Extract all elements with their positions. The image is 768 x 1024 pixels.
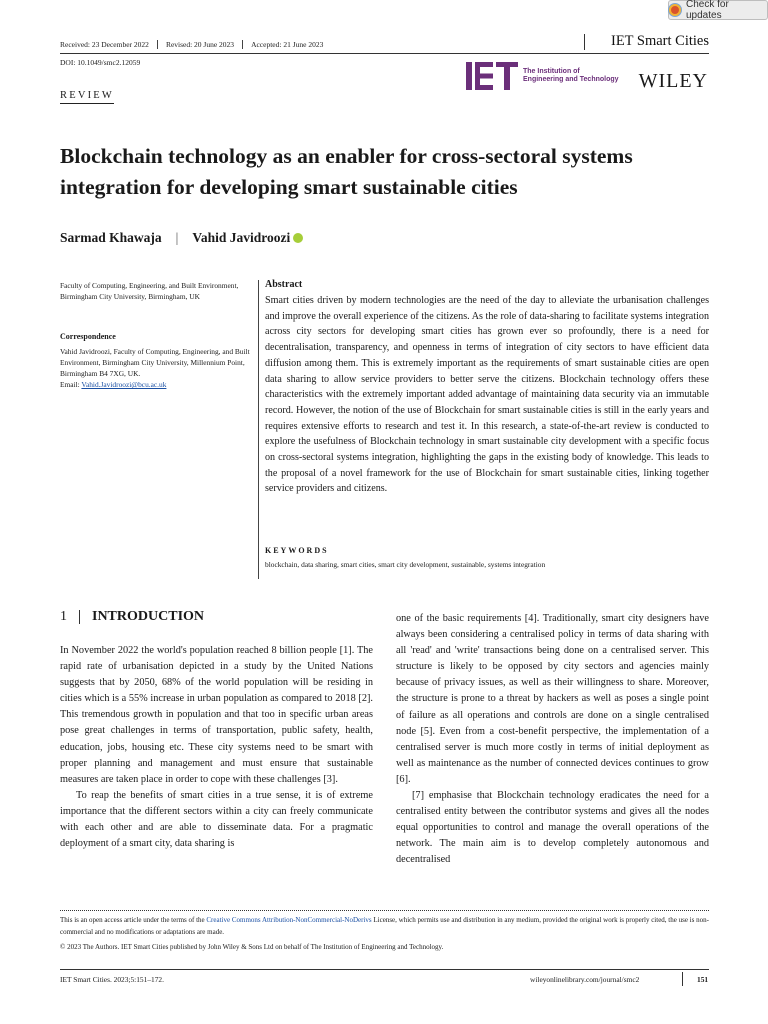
correspondence xyxy=(60,346,250,390)
citation: IET Smart Cities. 2023;5:151–172. xyxy=(60,975,164,984)
journal-website-link[interactable]: wileyonlinelibrary.com/journal/smc2 xyxy=(530,975,640,984)
keywords-heading: KEYWORDS xyxy=(265,546,329,555)
author-name[interactable]: Sarmad Khawaja xyxy=(60,230,162,245)
email-link[interactable]: Vahid.Javidroozi@bcu.ac.uk xyxy=(81,380,167,389)
paragraph: one of the basic requirements [4]. Traditionally, smart city designers have always been considering a centralised policy in terms of data sharing with all 'read' and 'write' transactions being done on a centralised server. This structure is likely to be opposed by city sectors and agencies mainly because of privacy issues, as well as their willingness to share. Moreover, the structure is prone to a threat by hackers as well as poses a single point of failure as all operations and controls are done on a single centralised node [5]. Even from a cost-benefit perspective, the implementation of a centralised server is much more costly in terms of initial deployment as well as maintenance as the number of connected devices continues to grow [6]. xyxy=(396,613,709,785)
abstract-heading: Abstract xyxy=(265,279,303,290)
orcid-icon[interactable] xyxy=(293,233,303,243)
page-number: 151 xyxy=(697,975,709,984)
check-for-updates-label: Check for updates xyxy=(685,0,729,21)
author-list xyxy=(60,230,303,246)
section-divider xyxy=(79,610,80,624)
abstract-text: Smart cities driven by modern technologies are the need of the day to alleviate the urbanisation challenges and improve the overall experience of the citizens. As the role of data-sharing to facilitate systems integration across city sectors for developing smart cities has grown ever so profoundly, there is a need for decentralisation, transparency, and openness in terms of integration of city sectors to have efficient data diffusion among them. This is extremely important as the requirements of smart sustainable cities are open data sharing to allow service providers to better serve the citizens. Blockchain technology offers these characteristics with the extremely important added advantage of maintaining data security via an immutable record. However, the notion of the use of Blockchain for smart sustainable cities is still in the early years and requires extensive efforts to research and test it. In this research, a state-of-the-art review is conducted to explore the usefulness of Blockchain technology in smart sustainable city development with a specific focus on cross-sectoral systems integration, highlighting the gaps in the existing body of knowledge. This leads to the proposal of a novel framework for the use of Blockchain for smart sustainable cities, linking together service providers and citizens. xyxy=(265,295,709,495)
journal-name: IET Smart Cities xyxy=(610,33,709,49)
author-name[interactable]: Vahid Javidroozi xyxy=(192,230,291,245)
iet-logo xyxy=(466,61,619,91)
update-badge-icon xyxy=(669,4,681,16)
footer-rule xyxy=(60,969,709,970)
header-rule xyxy=(60,53,709,54)
keywords: blockchain, data sharing, smart cities, smart city development, sustainable, systems integration xyxy=(265,560,546,569)
journal-divider xyxy=(584,34,585,50)
author-separator: | xyxy=(175,230,179,245)
check-for-updates-button[interactable] xyxy=(668,0,768,20)
section-title: INTRODUCTION xyxy=(92,609,205,624)
copyright: © 2023 The Authors. IET Smart Cities published by John Wiley & Sons Ltd on behalf of The Institution of Engineering and Technology. xyxy=(60,943,444,951)
footnote-rule xyxy=(60,910,709,911)
revised-date: Revised: 20 June 2023 xyxy=(157,40,242,49)
correspondence-heading: Correspondence xyxy=(60,332,116,341)
license-note: This is an open access article under the terms of the Creative Commons Attribution-NonCommercial-NoDerivs License, which permits use and distribution in any medium, provided the original work is properly cited, the use is non-commercial and no modifications or adaptations are made. xyxy=(60,916,709,936)
publisher-logo: WILEY xyxy=(638,70,708,92)
correspondence-address: Vahid Javidroozi, Faculty of Computing, Engineering, and Built Environment, Birmingham City University, Millennium Point, Birmingham B4 7XG, UK. xyxy=(60,347,250,378)
section-heading-introduction xyxy=(60,609,204,625)
section-number: 1 xyxy=(60,609,67,624)
affiliation: Faculty of Computing, Engineering, and Built Environment, Birmingham City University, Birmingham, UK xyxy=(60,281,239,301)
iet-mark-icon xyxy=(466,62,518,90)
section-tag: REVIEW xyxy=(60,90,114,104)
page-divider xyxy=(682,972,683,986)
license-link[interactable]: Creative Commons Attribution-NonCommercial-NoDerivs xyxy=(206,916,372,924)
paragraph: [7] emphasise that Blockchain technology eradicates the need for a centralised entity between the contributor systems and gives all the nodes equal opportunities to control and manage the overall operations of the network. The main aim is to develop completely autonomous and decentralised xyxy=(396,790,709,866)
accepted-date: Accepted: 21 June 2023 xyxy=(242,40,331,49)
paragraph: In November 2022 the world's population reached 8 billion people [1]. The rapid rate of urbanisation depicted in a study by the United Nations suggests that by 2050, 68% of the world population will be residing in cities which is a 55% increase in urban population as compared to 2018 [2]. This tremendous growth in population and that too in specific urban areas pose great challenges in terms of transportation, public safety, health, education, jobs, housing etc. These city systems need to be smart with proper planning and management and must ensure that sustainable measures are taken place in order to cope with these challenges [3]. xyxy=(60,645,373,785)
body-column-left xyxy=(60,643,373,852)
correspondence-email: Email: Vahid.Javidroozi@bcu.ac.uk xyxy=(60,380,167,389)
iet-name: The Institution of Engineering and Technology xyxy=(523,67,619,83)
body-column-right xyxy=(396,611,709,869)
paragraph: To reap the benefits of smart cities in a true sense, it is of extreme importance that the different sectors within a city can freely communicate with each other and are able to disseminate data. For a pragmatic deployment of a smart city, data sharing is xyxy=(60,789,373,850)
article-title: Blockchain technology as an enabler for cross-sectoral systems integration for developing smart sustainable cities xyxy=(60,144,633,199)
article-dates xyxy=(60,40,331,49)
received-date: Received: 23 December 2022 xyxy=(60,40,149,49)
doi[interactable]: DOI: 10.1049/smc2.12059 xyxy=(60,58,141,67)
abstract-rule xyxy=(258,280,259,579)
